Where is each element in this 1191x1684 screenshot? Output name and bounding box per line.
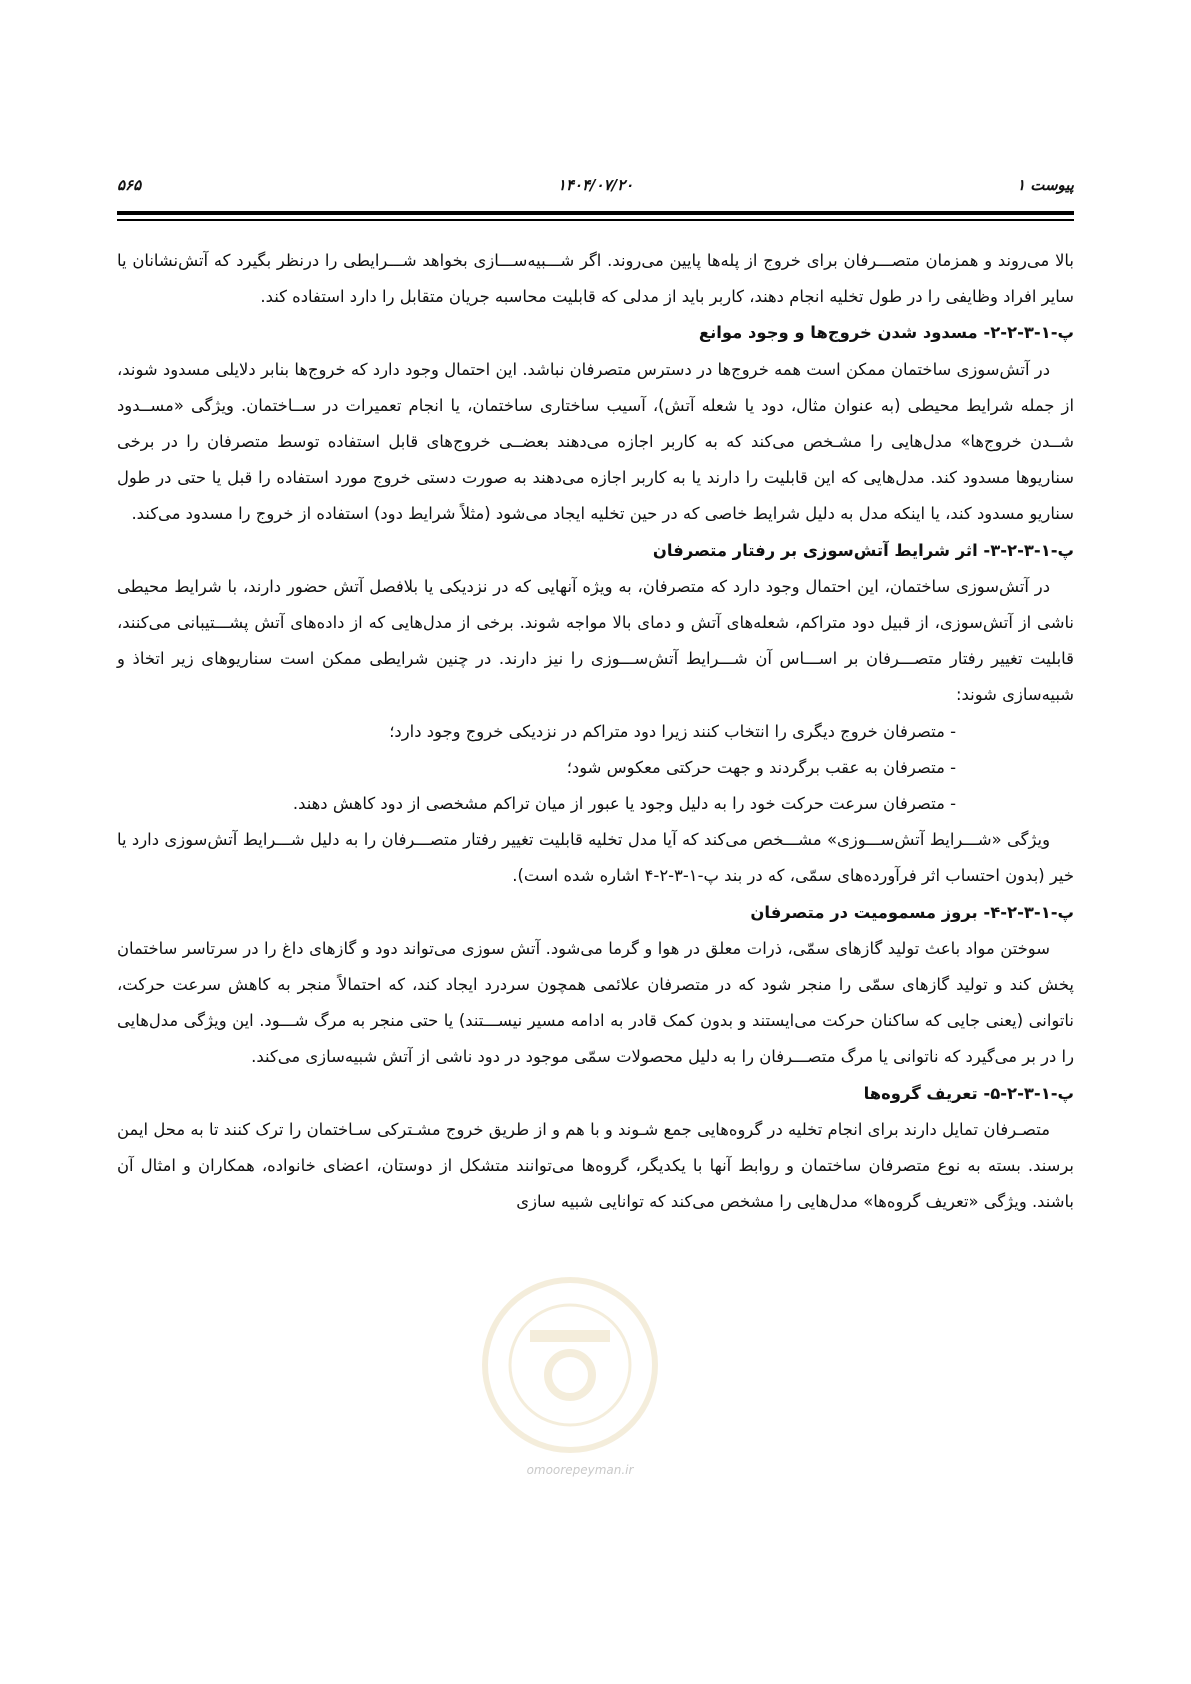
header-rule-thick: [117, 211, 1074, 215]
heading-groups: پ-۱-۳-۲-۵- تعریف گروه‌ها: [863, 1083, 1074, 1103]
paragraph-groups: متصـرفان تمایل دارند برای انجام تخلیه در گروه‌هایی جمع شـوند و با هم و از طریق خروج مشـترکی سـاختمان را ترک کنند تا به محل ایمن برسند. بسته به نوع متصرفان ساختمان و روابط آنها با یکدیگر، گروه‌ها می‌توانند متشکل از دوستان، اعضای خانواده، همکاران و امثال آن باشند. ویژگی «تعریف گروه‌ها» مدل‌هایی را مشخص می‌کند که توانایی شبیه سازی: [117, 1119, 1074, 1212]
heading-toxicity: پ-۱-۳-۲-۴- بروز مسمومیت در متصرفان: [750, 902, 1074, 922]
document-body: [117, 243, 1074, 1220]
page-number: ۵۶۵: [117, 176, 142, 194]
paragraph-fire-feature: ویژگی «شـــرایط آتش‌ســـوزی» مشـــخص می‌کند که آیا مدل تخلیه قابلیت تغییر رفتار متصـــرفان را به دلیل شـــرایط آتش‌سوزی دارد یا خیر (بدون احتساب اثر فرآورده‌های سمّی، که در بند پ-۱-۳-۲-۴ اشاره شده است).: [117, 830, 1074, 886]
paragraph-blocked-exits: در آتش‌سوزی ساختمان ممکن است همه خروج‌ها در دسترس متصرفان نباشد. این احتمال وجود دارد که خروج‌ها بنابر دلایلی مسدود شوند، از جمله شرایط محیطی (به عنوان مثال، دود یا شعله آتش)، آسیب ساختاری ساختمان، یا انجام تعمیرات در ســاختمان. ویژگی «مســدود شــدن خروج‌ها» مدل‌هایی را مشـخص می‌کند که به کاربر اجازه می‌دهند بعضــی خروج‌های قابل استفاده توسط متصرفان را در برخی سناریوها مسدود کند. مدل‌هایی که این قابلیت را دارند یا به کاربر اجازه می‌دهند به صورت دستی خروج مورد استفاده را قبل یا حتی در طول سناریو مسدود کند، یا اینکه مدل به دلیل شرایط خاصی که در حین تخلیه ایجاد می‌شود (مثلاً شرایط دود) استفاده از خروج را مسدود می‌کند.: [117, 359, 1074, 524]
heading-fire-conditions: پ-۱-۳-۲-۳- اثر شرایط آتش‌سوزی بر رفتار متصرفان: [652, 540, 1074, 560]
heading-blocked-exits: پ-۱-۳-۲-۲- مسدود شدن خروج‌ها و وجود موانع: [698, 323, 1074, 343]
paragraph-toxicity: سوختن مواد باعث تولید گازهای سمّی، ذرات معلق در هوا و گرما می‌شود. آتش سوزی می‌تواند دود و گازهای داغ را در سرتاسر ساختمان پخش کند و تولید گازهای سمّی را منجر شود که در متصرفان علائمی همچون سردرد ایجاد کند، که احتمالاً منجر به کاهش سرعت حرکت، ناتوانی (یعنی جایی که ساکنان حرکت می‌ایستند و بدون کمک قادر به ادامه مسیر نیســـتند) یا حتی منجر به مرگ شـــود. این ویژگی مدل‌هایی را در بر می‌گیرد که ناتوانی یا مرگ متصـــرفان را به دلیل محصولات سمّی موجود در دود ناشی از آتش شبیه‌سازی می‌کند.: [117, 938, 1074, 1067]
list-item: - متصرفان به عقب برگردند و جهت حرکتی معکوس شود؛: [566, 757, 956, 777]
list-item: - متصرفان خروج دیگری را انتخاب کنند زیرا دود متراکم در نزدیکی خروج وجود دارد؛: [389, 721, 956, 741]
paragraph-fire-conditions: در آتش‌سوزی ساختمان، این احتمال وجود دارد که متصرفان، به ویژه آنهایی که در نزدیکی یا بلافصل آتش حضور دارند، با شرایط محیطی ناشی از آتش‌سوزی، از قبیل دود متراکم، شعله‌های آتش و دمای بالا مواجه شوند. برخی از مدل‌هایی که از داده‌های آتش پشـــتیبانی می‌کنند، قابلیت تغییر رفتار متصـــرفان بر اســـاس آن شـــرایط آتش‌ســـوزی را نیز دارند. در چنین شرایطی ممکن است سناریوهای زیر اتخاذ و شبیه‌سازی شوند:: [117, 576, 1074, 705]
watermark-site: omoorepeyman.ir: [526, 1463, 634, 1477]
section-label: پیوست ۱: [1016, 176, 1074, 194]
scenario-list: [117, 714, 1074, 823]
watermark-seal-icon: [470, 1270, 670, 1460]
header-date: ۱۴۰۴/۰۷/۲۰: [557, 176, 634, 194]
page-header: [117, 176, 1074, 206]
header-rule-thin: [117, 219, 1074, 221]
paragraph-intro: بالا می‌روند و همزمان متصـــرفان برای خروج از پله‌ها پایین می‌روند. اگر شـــبیه‌ســـازی بخواهد شـــرایطی را درنظر بگیرد که آتش‌نشانان یا سایر افراد وظایفی را در طول تخلیه انجام دهند، کاربر باید از مدلی که قابلیت محاسبه جریان متقابل را دارد استفاده کند.: [117, 251, 1074, 307]
list-item: - متصرفان سرعت حرکت خود را به دلیل وجود یا عبور از میان تراکم مشخصی از دود کاهش دهند.: [292, 794, 956, 814]
